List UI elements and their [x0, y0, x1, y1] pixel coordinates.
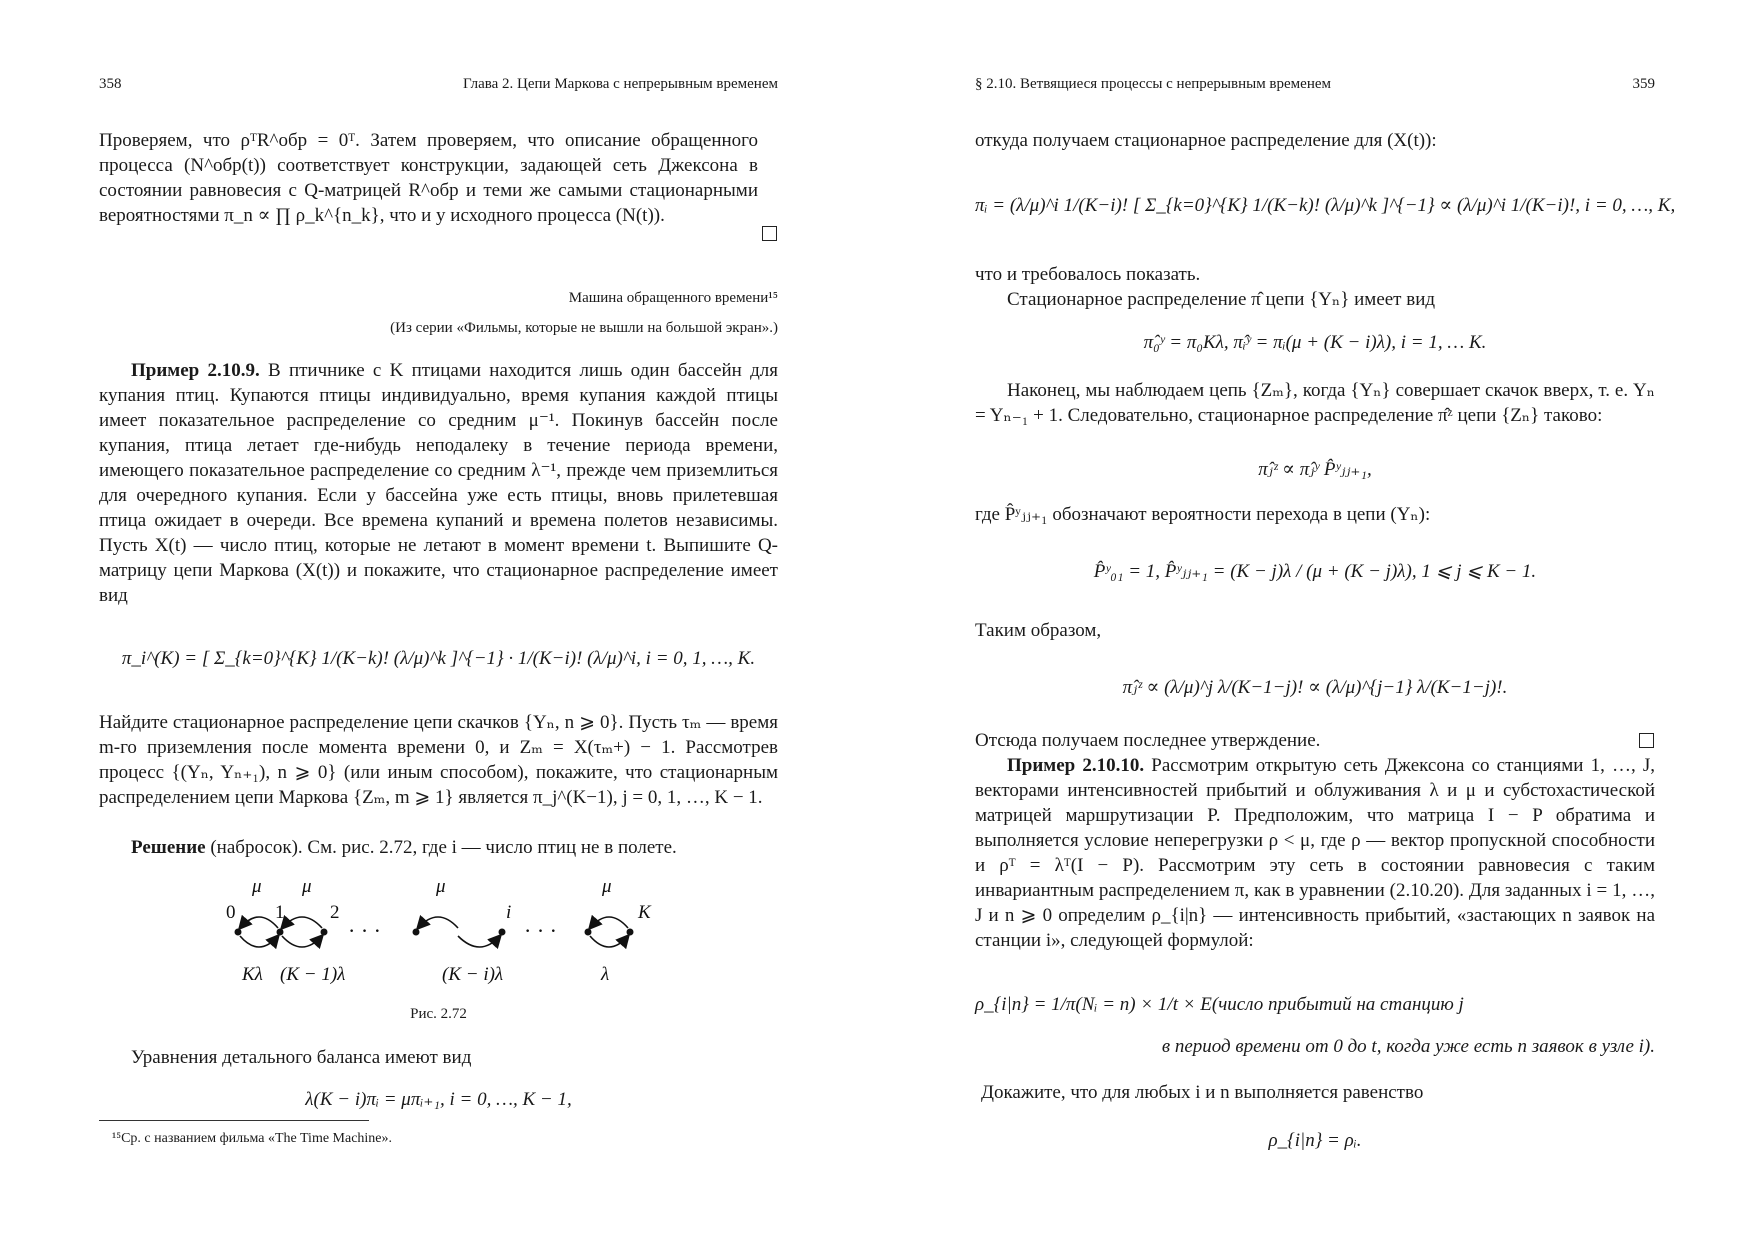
example-10-label: Пример 2.10.10.: [1007, 755, 1145, 776]
right-line1: [975, 128, 1655, 153]
intro-text: Проверяем, что ρᵀR^обр = 0ᵀ. Затем проверяем, что описание обращенного процесса (N^обр(t)) соответствует конструкции, задающей сеть Джексона в состоянии равновесия с Q-матрицей R^обр и теми же самыми стационарными вероятностями π_n ∝ ∏ ρ_k^{n_k}, что и у исходного процесса (N(t)).: [99, 130, 758, 226]
balance-intro-text: Уравнения детального баланса имеют вид: [131, 1047, 472, 1068]
footnote: ¹⁵Ср. с названием фильма «The Time Machine».: [112, 1131, 393, 1146]
find-text: Найдите стационарное распределение цепи скачков {Yₙ, n ⩾ 0}. Пусть τₘ — время m-го приземления после момента времени 0, и Zₘ = X(τₘ+) − 1. Рассмотрев процесс {(Yₙ, Yₙ₊₁), n ⩾ 0} (или иным способом), покажите, что стационарным распределением цепи Маркова {Zₘ, m ⩾ 1} является π_j^(K−1), j = 0, 1, …, K − 1.: [99, 712, 778, 808]
right-eq4: P̂ʸ₀₁ = 1, P̂ʸⱼⱼ₊₁ = (K − j)λ / (μ + (K − j)λ), 1 ⩽ j ⩽ K − 1.: [1093, 561, 1537, 582]
balance-equation: λ(K − i)πᵢ = μπᵢ₊₁, i = 0, …, K − 1,: [305, 1089, 572, 1110]
right-line7: [975, 728, 1635, 753]
right-line1-text: откуда получаем стационарное распределение для (X(t)):: [975, 130, 1437, 151]
state-label-1: 1: [275, 902, 285, 923]
epigraph-title: Машина обращенного времени¹⁵: [568, 290, 778, 306]
left-running-head: Глава 2. Цепи Маркова с непрерывным временем: [463, 76, 778, 92]
example-2-10-10: [975, 753, 1655, 953]
right-eq1: πᵢ = (λ/μ)^i 1/(K−i)! [ Σ_{k=0}^{K} 1/(K−k)! (λ/μ)^k ]^{−1} ∝ (λ/μ)^i 1/(K−i)!, i = 0, …, K,: [975, 195, 1676, 216]
right-eq5: π̂ⱼᶻ ∝ (λ/μ)^j λ/(K−1−j)! ∝ (λ/μ)^{j−1} λ/(K−1−j)!.: [1122, 677, 1508, 698]
example-text: В птичнике с K птицами находится лишь один бассейн для купания птиц. Купаются птицы индивидуально, время купания каждой птицы имеет показательное распределение со средним μ⁻¹. Покинув бассейн после купания, птица летает где-нибудь неподалеку в течение периода времени, имеющего показательное распределение со средним λ⁻¹, прежде чем приземлиться для очередного купания. Если у бассейна уже есть птицы, вновь прилетевшая птица ожидает в очереди. Все времена купаний и времена полетов независимы. Пусть X(t) — число птиц, которые не летают в момент времени t. Выпишите Q-матрицу цепи Маркова (X(t)) и покажите, что стационарное распределение имеет вид: [99, 360, 778, 606]
right-page: [877, 0, 1754, 1239]
right-line7-text: Отсюда получаем последнее утверждение.: [975, 730, 1321, 751]
right-line8-text: Докажите, что для любых i и n выполняется равенство: [981, 1082, 1424, 1103]
state-label-i: i: [506, 902, 512, 923]
figure-caption: Рис. 2.72: [410, 1006, 467, 1022]
rate-mu-3: μ: [436, 876, 446, 897]
right-line6: [975, 618, 1655, 643]
rate-K-lambda: Kλ: [242, 964, 263, 985]
formula-main: π_i^(K) = [ Σ_{k=0}^{K} 1/(K−k)! (λ/μ)^k ]^{−1} · 1/(K−i)! (λ/μ)^i, i = 0, 1, …, K.: [121, 648, 756, 669]
rate-K-1-lambda: (K − 1)λ: [280, 964, 346, 985]
right-para4-text: Наконец, мы наблюдаем цепь {Zₘ}, когда {Yₙ} совершает скачок вверх, т. е. Yₙ = Yₙ₋₁ + 1. Следовательно, стационарное распределение π̂ᶻ цепи {Zₙ} таково:: [975, 380, 1655, 426]
right-line8: [981, 1080, 1655, 1105]
right-para4: [975, 378, 1655, 428]
example-10-text: Рассмотрим открытую сеть Джексона со станциями 1, …, J, векторами интенсивностей прибытий и облуживания λ и μ и субстохастической матрицей маршрутизации P. Предположим, что матрица I − P обратима и выполняется условие неперегрузки ρ < μ, где ρ — вектор пропускной способности и ρᵀ = λᵀ(I − P). Рассмотрим эту сеть в состоянии равновесия с таким инвариантным распределением π, как в уравнении (2.10.20). Для заданных i = 1, …, J и n ⩾ 0 определим ρ_{i|n} — интенсивность прибытий, «застающих n заявок на станции i», следующей формулой:: [975, 755, 1655, 951]
example-label: Пример 2.10.9.: [131, 360, 260, 381]
end-of-proof-mark: [762, 226, 777, 241]
rate-K-i-lambda: (K − i)λ: [442, 964, 504, 985]
left-page-number: 358: [99, 76, 122, 92]
right-line2: [975, 262, 1655, 287]
solution-label: Решение: [131, 837, 206, 858]
state-nodes: [235, 929, 634, 936]
right-eq6b: в период времени от 0 до t, когда уже есть n заявок в узле i).: [1161, 1036, 1655, 1057]
example-2-10-9: [99, 358, 778, 608]
right-line3: [975, 287, 1655, 312]
solution-paragraph: [99, 835, 778, 860]
solution-text: (набросок). См. рис. 2.72, где i — число птиц не в полете.: [210, 837, 677, 858]
right-eq7: ρ_{i|n} = ρᵢ.: [1268, 1130, 1362, 1151]
rate-mu-4: μ: [602, 876, 612, 897]
rate-mu-2: μ: [302, 876, 312, 897]
right-eq3: π̂ⱼᶻ ∝ π̂ⱼʸ P̂ʸⱼⱼ₊₁,: [1258, 459, 1372, 480]
right-line3-text: Стационарное распределение π̂ цепи {Yₙ} имеет вид: [1007, 289, 1436, 310]
right-eq2: π̂₀ʸ = π₀Kλ, π̂ᵢʸ = πᵢ(μ + (K − i)λ), i = 1, … K.: [1143, 332, 1487, 353]
intro-paragraph: [99, 128, 758, 228]
right-running-head: § 2.10. Ветвящиеся процессы с непрерывным временем: [975, 76, 1332, 92]
right-line2-text: что и требовалось показать.: [975, 264, 1201, 285]
ellipsis-2: · · ·: [524, 918, 557, 943]
state-label-2: 2: [330, 902, 340, 923]
state-label-K: K: [638, 902, 651, 923]
birth-death-diagram: [218, 872, 658, 992]
find-paragraph: [99, 710, 778, 810]
right-page-number: 359: [1632, 76, 1655, 92]
footnote-rule: [99, 1120, 369, 1121]
balance-intro: [99, 1045, 778, 1070]
rate-mu-1: μ: [252, 876, 262, 897]
right-line6-text: Таким образом,: [975, 620, 1102, 641]
transition-arrows: [240, 917, 628, 947]
ellipsis-1: · · ·: [348, 918, 381, 943]
right-eq6a: ρ_{i|n} = 1/π(Nᵢ = n) × 1/t × E(число прибытий на станцию j: [975, 994, 1464, 1015]
state-label-0: 0: [226, 902, 236, 923]
rate-lambda: λ: [601, 964, 610, 985]
right-line5: [975, 502, 1655, 527]
right-end-of-proof-mark: [1639, 733, 1654, 748]
epigraph-source: (Из серии «Фильмы, которые не вышли на большой экран».): [390, 320, 778, 336]
right-line5-text: где P̂ʸⱼⱼ₊₁ обозначают вероятности перехода в цепи (Yₙ):: [975, 504, 1431, 525]
